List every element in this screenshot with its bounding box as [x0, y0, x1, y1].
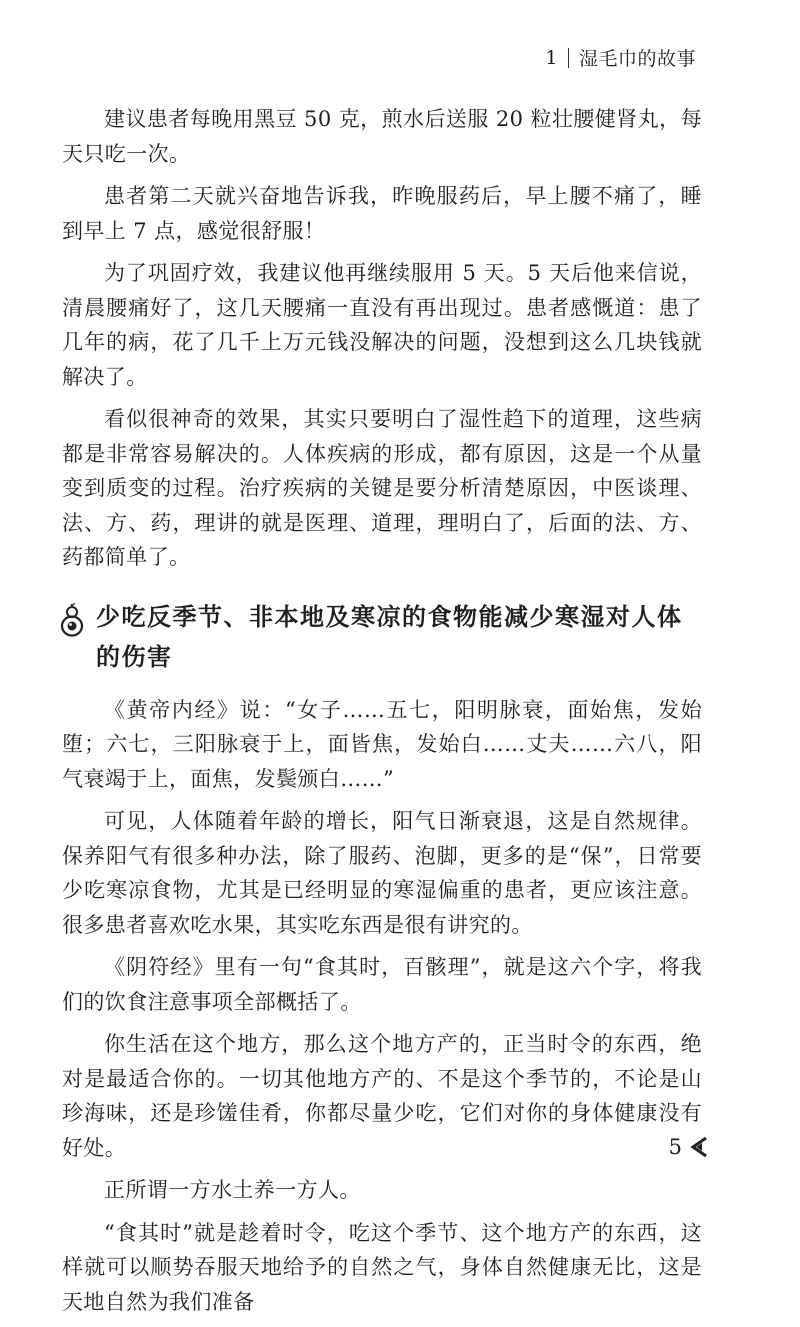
- paragraph: 为了巩固疗效，我建议他再继续服用 5 天。5 天后他来信说，清晨腰痛好了，这几天腰痛一直没有再出现过。患者感慨道：患了几年的病，花了几千上万元钱没解决的问题，没想到这么几块钱就解决了。: [62, 261, 702, 389]
- paragraph: 《阴符经》里有一句“食其时，百骸理”，就是这六个字，将我们的饮食注意事项全部概括了。: [62, 955, 702, 1014]
- section-heading: [58, 597, 702, 677]
- page-body: [62, 102, 702, 1327]
- paragraph: 可见，人体随着年龄的增长，阳气日渐衰退，这是自然规律。保养阳气有很多种办法，除了服药、泡脚，更多的是“保”，日常要少吃寒凉食物，尤其是已经明显的寒湿偏重的患者，更应该注意。很多患者喜欢吃水果，其实吃东西是很有讲究的。: [62, 809, 702, 937]
- paragraph: 患者第二天就兴奋地告诉我，昨晚服药后，早上腰不痛了，睡到早上 7 点，感觉很舒服！: [62, 184, 702, 243]
- page-number: 5: [668, 1135, 682, 1159]
- chapter-title: 湿毛巾的故事: [578, 48, 696, 70]
- header-separator: [568, 48, 569, 68]
- running-header: [545, 44, 696, 71]
- section-title: 少吃反季节、非本地及寒凉的食物能减少寒湿对人体的伤害: [96, 602, 683, 671]
- chapter-number: 1: [545, 46, 558, 69]
- paragraph: 你生活在这个地方，那么这个地方产的，正当时令的东西，绝对是最适合你的。一切其他地方产的、不是这个季节的，不论是山珍海味，还是珍馐佳肴，你都尽量少吃，它们对你的身体健康没有好处。: [62, 1032, 702, 1160]
- page-footer: [669, 1135, 708, 1159]
- paragraph: 《黄帝内经》说：“女子……五七，阳明脉衰，面始焦，发始堕；六七，三阳脉衰于上，面皆焦，发始白……丈夫……六八，阳气衰竭于上，面焦，发鬓颁白……”: [62, 697, 702, 791]
- paragraph: “食其时”就是趁着时令，吃这个季节、这个地方产的东西，这样就可以顺势吞服天地给予的自然之气，身体自然健康无比，这是天地自然为我们准备: [62, 1220, 702, 1314]
- arrow-left-icon: [690, 1136, 708, 1158]
- gourd-icon: [58, 603, 86, 637]
- paragraph: 建议患者每晚用黑豆 50 克，煎水后送服 20 粒壮腰健肾丸，每天只吃一次。: [62, 107, 702, 166]
- paragraph: 正所谓一方水土养一方人。: [104, 1178, 361, 1202]
- paragraph: 看似很神奇的效果，其实只要明白了湿性趋下的道理，这些病都是非常容易解决的。人体疾病的形成，都有原因，这是一个从量变到质变的过程。治疗疾病的关键是要分析清楚原因，中医谈理、法、方、药，理讲的就是医理、道理，理明白了，后面的法、方、药都简单了。: [62, 407, 702, 569]
